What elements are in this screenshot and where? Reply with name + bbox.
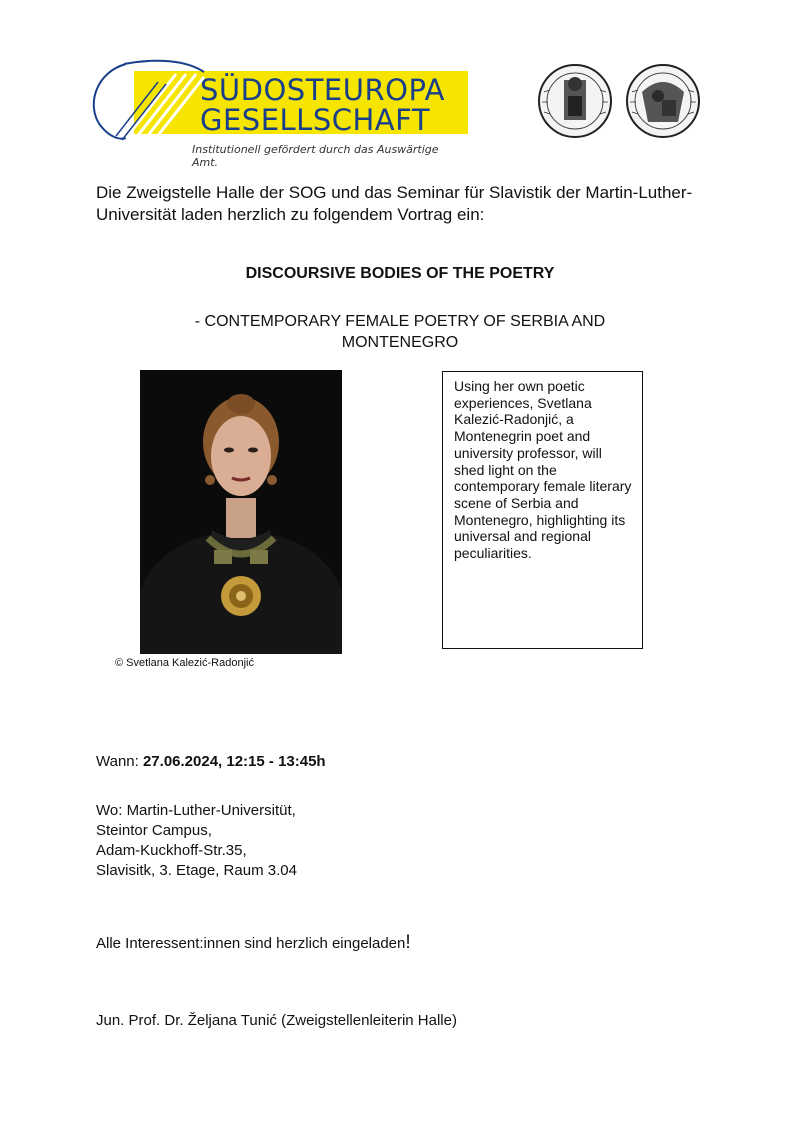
speaker-portrait-icon — [140, 370, 342, 654]
lecture-title: DISCOURSIVE BODIES OF THE POETRY — [245, 265, 555, 282]
event-where — [96, 801, 297, 881]
signature: Jun. Prof. Dr. Željana Tunić (Zweigstellenleiterin Halle) — [96, 1012, 457, 1029]
event-when — [96, 753, 326, 770]
when-value: 27.06.2024, 12:15 - 13:45h — [142, 753, 326, 770]
sog-logo — [86, 50, 456, 169]
where-line: Steintor Campus, — [96, 822, 212, 839]
speaker-photo — [140, 370, 342, 654]
where-line: Wo: Martin-Luther-Universitüt, — [96, 802, 296, 819]
description-box — [442, 371, 643, 649]
logo-line-2: GESELLSCHAFT — [200, 103, 431, 137]
logo-tagline: Institutionell gefördert durch das Auswärtige Amt. — [192, 143, 439, 169]
where-line: Adam-Kuckhoff-Str.35, — [96, 842, 247, 859]
where-line: Slavisitk, 3. Etage, Raum 3.04 — [96, 862, 297, 879]
invitation-body: Alle Interessent:innen sind herzlich eingeladen — [96, 935, 406, 952]
university-seal-left-icon — [530, 62, 620, 140]
description-text: Using her own poetic experiences, Svetlana Kalezić-Radonjić, a Montenegrin poet and university professor, will shed light on the contemporary female literary scene of Serbia and Montenegro, highlighting its universal and regional peculiarities. — [454, 378, 632, 562]
lecture-subtitle: - CONTEMPORARY FEMALE POETRY OF SERBIA AND MONTENEGRO — [194, 313, 606, 351]
when-label: Wann: — [96, 753, 143, 770]
photo-credit: © Svetlana Kalezić-Radonjić — [115, 657, 254, 669]
invitation-exclamation: ! — [405, 932, 411, 953]
logo-line-1: SÜDOSTEUROPA — [200, 73, 445, 107]
intro-text: Die Zweigstelle Halle der SOG und das Seminar für Slavistik der Martin-Luther-Universität laden herzlich zu folgendem Vortrag ein: — [96, 183, 693, 224]
logo-swoosh-icon — [86, 50, 206, 165]
university-seal-right-icon — [618, 62, 708, 140]
invitation-text — [96, 932, 411, 954]
